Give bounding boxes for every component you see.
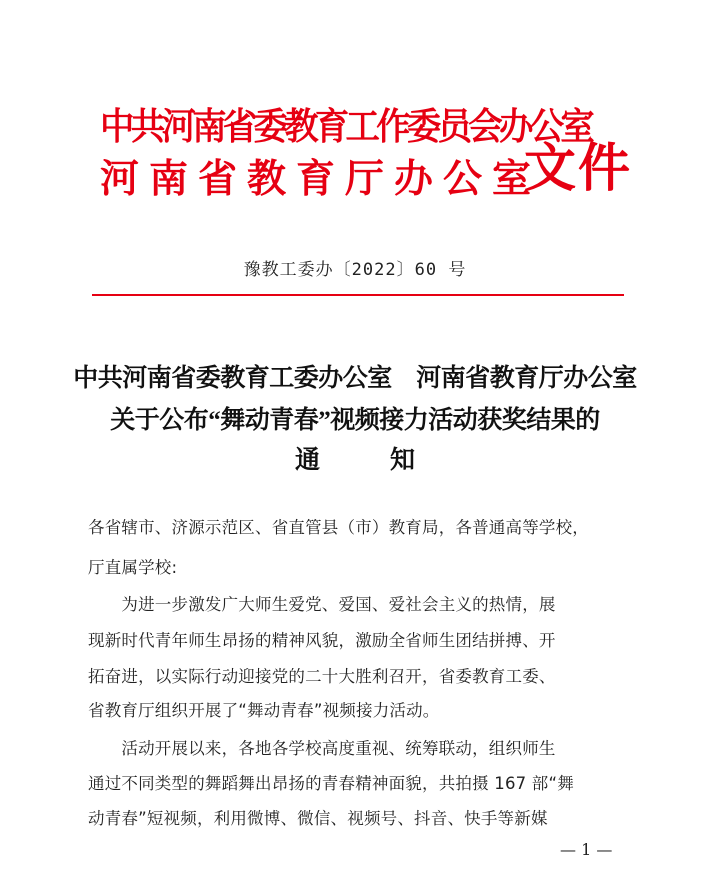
body-line: 拓奋进，以实际行动迎接党的二十大胜利召开，省委教育工委、 — [88, 667, 556, 686]
body-line: 厅直属学校: — [88, 558, 178, 577]
page-number: — 1 — — [560, 840, 613, 859]
header-document-label: 文件 — [524, 141, 633, 198]
document-number: 豫教工委办〔2022〕60 号 — [243, 260, 467, 280]
body-line: 各省辖市、济源示范区、省直管县（市）教育局，各普通高等学校， — [88, 518, 589, 537]
body-line: 通过不同类型的舞蹈舞出昂扬的青春精神面貌，共拍摄 167 部“舞 — [88, 774, 574, 793]
title-line-1: 中共河南省委教育工委办公室 河南省教育厅办公室 — [73, 365, 637, 392]
title-line-3: 通知 — [294, 447, 485, 474]
body-line: 省教育厅组织开展了“舞动青春”视频接力活动。 — [88, 701, 440, 720]
body-line: 活动开展以来，各地各学校高度重视、统筹联动，组织师生 — [88, 739, 556, 758]
document-header — [100, 96, 633, 206]
title-line-2: 关于公布“舞动青春”视频接力活动获奖结果的 — [110, 407, 600, 434]
body-line: 为进一步激发广大师生爱党、爱国、爱社会主义的热情，展 — [88, 595, 556, 614]
body-line: 动青春”短视频，利用微博、微信、视频号、抖音、快手等新媒 — [88, 809, 548, 828]
header-issuer-2: 河南省教育厅办公室 — [100, 158, 542, 201]
header-issuer-1: 中共河南省委教育工作委员会办公室 — [100, 107, 592, 148]
red-divider-line — [92, 294, 624, 296]
body-line: 现新时代青年师生昂扬的精神风貌，激励全省师生团结拼搏、开 — [88, 631, 556, 650]
